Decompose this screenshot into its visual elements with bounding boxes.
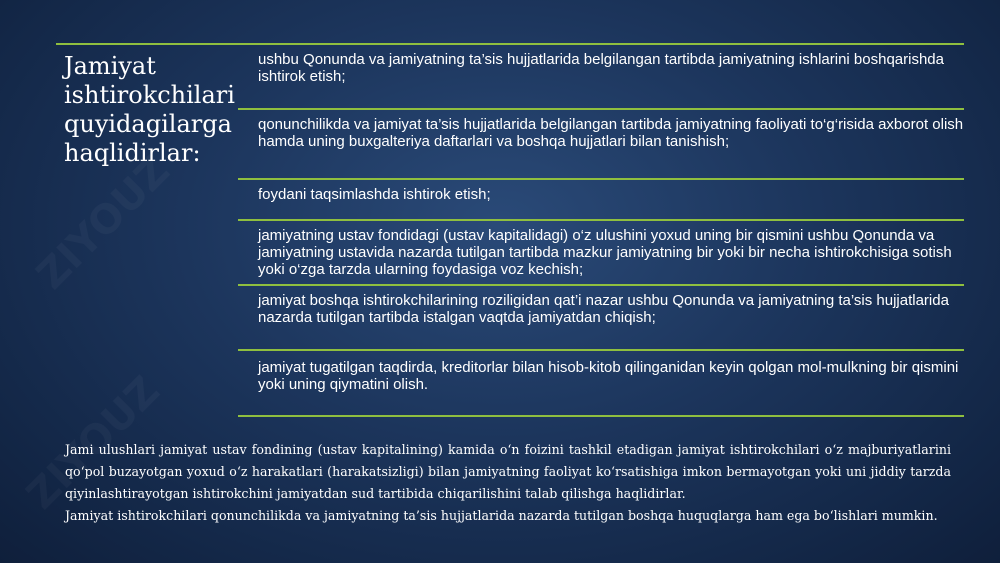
right-item [238, 110, 964, 180]
footer-notes [65, 439, 951, 527]
right-item [238, 180, 964, 221]
right-item [238, 221, 964, 286]
right-item-text: qonunchilikda va jamiyat ta’sis hujjatlarida belgilangan tartibda jamiyatning faoliyati to‘g‘risida axborot olish hamda uning buxgalteriya daftarlari va boshqa hujjatlari bilan tanishish; [258, 116, 964, 150]
right-item [238, 45, 964, 110]
rights-list [238, 45, 964, 417]
footer-paragraph: Jami ulushlari jamiyat ustav fondining (ustav kapitalining) kamida o‘n foizini tashkil etadigan jamiyat ishtirokchilari o‘z majburiyatlarini qo‘pol buzayotgan yoxud o‘z harakatlari (harakatsizligi) bilan jamiyatning faoliyat ko‘rsatishiga imkon bermayotgan yoki uni jiddiy tarzda qiyinlashtirayotgan ishtirokchini jamiyatdan sud tartibida chiqarilishini talab qilishga haqlidirlar. [65, 442, 951, 501]
right-item [238, 286, 964, 351]
right-item-text: jamiyatning ustav fondidagi (ustav kapitalidagi) o‘z ulushini yoxud uning bir qismini ushbu Qonunda va jamiyatning ustavida nazarda tutilgan tartibda mazkur jamiyatning bir yoki bir necha ishtirokchisiga sotish yoki o‘zga tarzda ularning foydasiga voz kechish; [258, 227, 952, 278]
footer-paragraph: Jamiyat ishtirokchilari qonunchilikda va jamiyatning ta’sis hujjatlarida nazarda tutilgan boshqa huquqlarga ham ega bo‘lishlari mumkin. [65, 508, 938, 523]
background-watermark [28, 148, 179, 299]
slide-heading: Jamiyat ishtirokchilari quyidagilarga haqlidirlar: [64, 52, 235, 167]
right-item-text: jamiyat boshqa ishtirokchilarining roziligidan qat’i nazar ushbu Qonunda va jamiyatning ta’sis hujjatlarida nazarda tutilgan tartibda istalgan vaqtda jamiyatdan chiqish; [258, 292, 949, 326]
right-item [238, 351, 964, 417]
right-item-text: jamiyat tugatilgan taqdirda, kreditorlar bilan hisob-kitob qilinganidan keyin qolgan mol-mulkning bir qismini yoki uning qiymatini olish. [258, 359, 959, 393]
right-item-text: foydani taqsimlashda ishtirok etish; [258, 186, 491, 203]
row-divider-line [238, 415, 964, 417]
right-item-text: ushbu Qonunda va jamiyatning ta’sis hujjatlarida belgilangan tartibda jamiyatning ishlarini boshqarishda ishtirok etish; [258, 51, 944, 85]
